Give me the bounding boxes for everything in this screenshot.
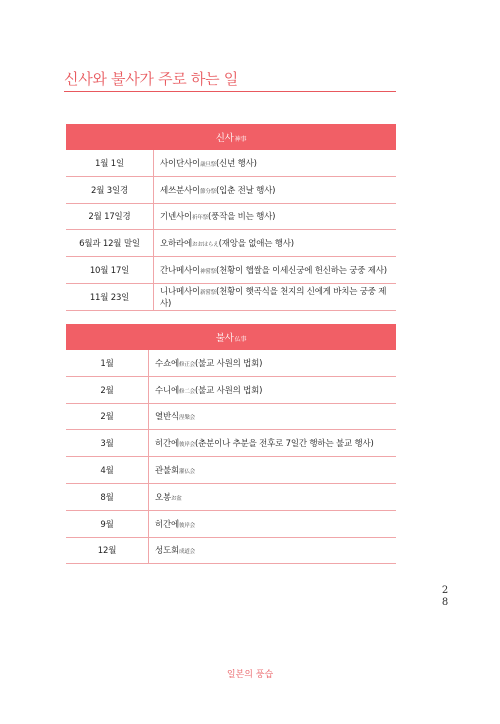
event-name: 니나메사이 [160,286,201,297]
event-date: 2월 [66,403,149,430]
table-row [66,510,396,537]
event-name: 기넨사이 [160,212,193,223]
table-row [66,150,396,176]
table-row [66,203,396,230]
temple-header-label: 불사 [215,333,234,344]
table-row [66,283,396,310]
event-cell [149,403,397,430]
event-date: 1월 1일 [66,150,154,176]
event-cell [149,457,397,484]
event-date: 6월과 12월 말일 [66,230,154,257]
event-cell [149,537,397,564]
shrine-table-header [66,124,396,150]
event-hanja: 新嘗祭 [200,289,216,296]
page-title: 신사와 불사가 주로 하는 일 [64,70,238,88]
shrine-header-label: 신사 [215,133,234,144]
event-hanja: おおはらえ [192,242,219,249]
event-name: 관불회 [155,466,180,477]
event-date: 2월 17일경 [66,203,154,230]
event-name: 수쇼에 [155,358,180,369]
event-name: 세쓰분사이 [160,185,201,196]
event-hanja: お盆 [171,495,182,502]
event-hanja: 神嘗祭 [200,269,216,276]
event-hanja: 成道会 [179,549,195,556]
table-row [66,537,396,564]
event-hanja: 歳旦祭 [200,161,216,168]
event-hanja: 灌仏会 [179,469,195,476]
event-name: 오봉 [155,492,172,503]
page-number [440,585,450,609]
event-hanja: 涅槃会 [179,415,195,422]
event-hanja: 祈年祭 [192,215,208,222]
event-cell [149,510,397,537]
event-cell [154,150,397,176]
shrine-events-table [66,124,396,311]
table-row [66,350,396,376]
event-date: 9월 [66,510,149,537]
event-cell [149,483,397,510]
event-date: 2월 [66,376,149,403]
shrine-header-hanja: 神事 [234,136,247,143]
footer-book-title: 일본의 풍습 [226,670,274,680]
event-name: 수니에 [155,385,180,396]
table-row [66,483,396,510]
event-description: (천황이 햅쌀을 이세신궁에 헌신하는 궁중 제사) [215,266,387,277]
table-row [66,403,396,430]
table-row [66,376,396,403]
event-date: 10월 17일 [66,257,154,284]
event-date: 11월 23일 [66,283,154,310]
event-date: 4월 [66,457,149,484]
event-name: 오하라에 [160,239,193,250]
temple-table-header [66,324,396,350]
temple-header-hanja: 仏事 [234,336,247,343]
event-cell [154,283,397,310]
event-description: (재앙을 없애는 행사) [218,239,294,250]
event-description: (신년 행사) [215,158,257,169]
event-hanja: 彼岸会 [179,522,195,529]
table-row [66,430,396,457]
event-description: (풍작을 비는 행사) [207,212,276,223]
event-description: (춘분이나 추분을 전후로 7일간 행하는 불교 행사) [194,439,374,450]
title-divider [64,91,396,92]
page-number-digit: 8 [441,597,449,608]
event-hanja: 修二会 [179,388,195,395]
event-cell [154,176,397,203]
event-description: (불교 사원의 법회) [194,385,263,396]
event-cell [154,230,397,257]
event-date: 2월 3일경 [66,176,154,203]
table-row [66,230,396,257]
event-description: (천황이 햇곡식을 천지의 신에게 바치는 궁중 제사) [160,286,387,309]
event-date: 3월 [66,430,149,457]
event-name: 간나메사이 [160,266,201,277]
event-cell [154,257,397,284]
page-number-digit: 2 [441,585,449,596]
event-cell [149,430,397,457]
event-name: 사이단사이 [160,158,201,169]
event-name: 히간에 [155,439,180,450]
event-date: 1월 [66,350,149,376]
event-hanja: 彼岸会 [179,442,195,449]
event-date: 12월 [66,537,149,564]
event-hanja: 修正会 [179,361,195,368]
event-name: 성도회 [155,546,180,557]
table-row [66,257,396,284]
event-name: 히간에 [155,519,180,530]
table-row [66,457,396,484]
event-name: 열반식 [155,412,180,423]
event-cell [149,376,397,403]
event-cell [154,203,397,230]
event-hanja: 節分祭 [200,188,216,195]
table-row [66,176,396,203]
event-date: 8월 [66,483,149,510]
event-description: (입춘 전날 행사) [215,185,276,196]
event-cell [149,350,397,376]
temple-events-table [66,324,396,564]
event-description: (불교 사원의 법회) [194,358,263,369]
